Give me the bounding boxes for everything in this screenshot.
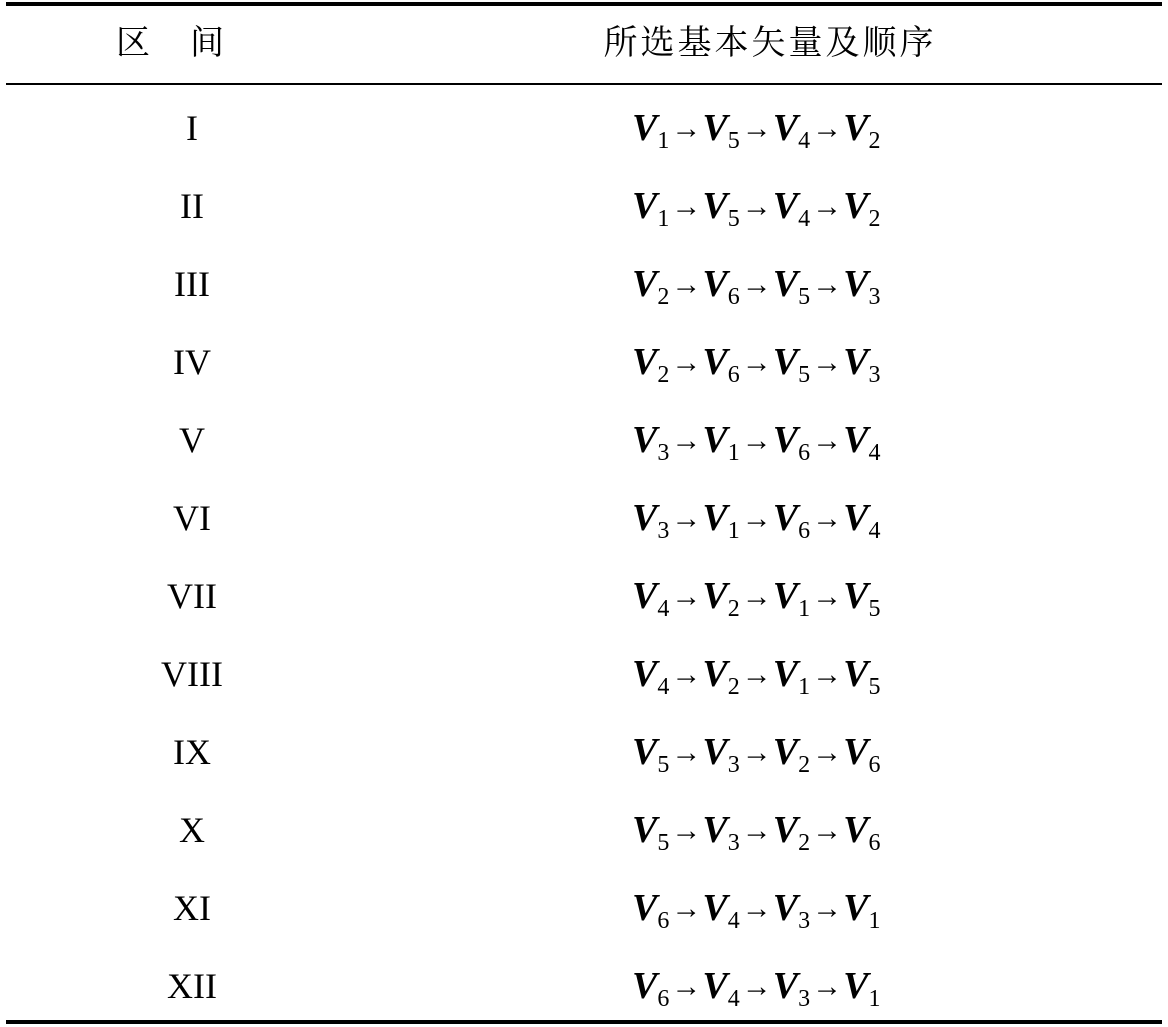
vector-subscript: 4 xyxy=(868,440,881,466)
vector-sequence-cell xyxy=(632,184,881,233)
vector-subscript: 2 xyxy=(657,362,670,388)
vector-subscript: 3 xyxy=(868,284,881,310)
table-row xyxy=(0,324,1168,402)
arrow-icon: → xyxy=(741,970,772,1003)
vector-symbol: V xyxy=(632,575,658,617)
arrow-icon: → xyxy=(671,580,702,613)
vector-sequence-cell xyxy=(632,730,881,779)
table-row xyxy=(0,714,1168,792)
vector-symbol: V xyxy=(632,107,658,149)
vector-symbol: V xyxy=(632,185,658,227)
vector-subscript: 2 xyxy=(868,206,881,232)
arrow-icon: → xyxy=(741,658,772,691)
vector-subscript: 6 xyxy=(868,830,881,856)
vector-symbol: V xyxy=(772,263,799,305)
vector-sequence-cell xyxy=(632,574,881,623)
vector-subscript: 4 xyxy=(798,206,811,232)
vector-symbol: V xyxy=(632,887,658,929)
vector-symbol: V xyxy=(843,809,869,851)
vector-subscript: 1 xyxy=(868,908,881,934)
vector-symbol: V xyxy=(772,341,799,383)
header-vector-sequence: 所选基本矢量及顺序 xyxy=(603,25,937,62)
interval-cell: VII xyxy=(167,576,217,616)
vector-symbol: V xyxy=(843,263,869,305)
vector-symbol: V xyxy=(843,419,869,461)
vector-subscript: 1 xyxy=(727,518,740,544)
vector-subscript: 5 xyxy=(868,674,881,700)
vector-symbol: V xyxy=(772,965,799,1007)
arrow-icon: → xyxy=(741,736,772,769)
vector-sequence-cell xyxy=(632,496,881,545)
vector-symbol: V xyxy=(772,809,799,851)
arrow-icon: → xyxy=(812,112,843,145)
vector-subscript: 4 xyxy=(798,128,811,154)
interval-cell: X xyxy=(179,810,205,850)
arrow-icon: → xyxy=(812,346,843,379)
vector-sequence-cell xyxy=(632,886,881,935)
vector-subscript: 1 xyxy=(868,986,881,1012)
interval-cell: IX xyxy=(173,732,211,772)
vector-symbol: V xyxy=(702,263,728,305)
arrow-icon: → xyxy=(812,502,843,535)
arrow-icon: → xyxy=(812,658,843,691)
vector-symbol: V xyxy=(702,419,728,461)
vector-subscript: 6 xyxy=(798,518,811,544)
vector-subscript: 4 xyxy=(727,986,740,1012)
vector-subscript: 2 xyxy=(727,596,740,622)
table-row xyxy=(0,792,1168,870)
vector-subscript: 5 xyxy=(727,206,740,232)
vector-symbol: V xyxy=(632,653,658,695)
vector-symbol: V xyxy=(632,965,658,1007)
vector-symbol: V xyxy=(772,419,799,461)
vector-sequence-cell xyxy=(632,652,881,701)
table-row xyxy=(0,90,1168,168)
vector-symbol: V xyxy=(772,887,799,929)
arrow-icon: → xyxy=(671,814,702,847)
vector-symbol: V xyxy=(632,419,658,461)
vector-symbol: V xyxy=(632,497,658,539)
table-row xyxy=(0,636,1168,714)
arrow-icon: → xyxy=(671,346,702,379)
vector-symbol: V xyxy=(632,263,658,305)
vector-symbol: V xyxy=(772,497,799,539)
arrow-icon: → xyxy=(671,112,702,145)
interval-cell: III xyxy=(174,264,210,304)
vector-subscript: 3 xyxy=(798,908,811,934)
vector-symbol: V xyxy=(702,341,728,383)
vector-sequence-cell xyxy=(632,262,881,311)
arrow-icon: → xyxy=(741,424,772,457)
arrow-icon: → xyxy=(741,190,772,223)
arrow-icon: → xyxy=(671,424,702,457)
vector-subscript: 5 xyxy=(868,596,881,622)
table-header xyxy=(0,0,1168,84)
vector-subscript: 5 xyxy=(727,128,740,154)
vector-sequence-cell xyxy=(632,808,881,857)
vector-symbol: V xyxy=(702,575,728,617)
vector-subscript: 5 xyxy=(798,284,811,310)
vector-subscript: 1 xyxy=(657,206,670,232)
arrow-icon: → xyxy=(671,658,702,691)
vector-subscript: 4 xyxy=(657,674,670,700)
interval-cell: I xyxy=(186,108,198,148)
table-body xyxy=(0,90,1168,1026)
vector-symbol: V xyxy=(702,185,728,227)
header-interval: 区间 xyxy=(116,25,264,62)
arrow-icon: → xyxy=(671,970,702,1003)
interval-cell: XII xyxy=(167,966,217,1006)
vector-subscript: 6 xyxy=(868,752,881,778)
vector-sequence-cell xyxy=(632,340,881,389)
table-row xyxy=(0,558,1168,636)
vector-subscript: 1 xyxy=(798,596,811,622)
vector-subscript: 6 xyxy=(657,908,670,934)
vector-symbol: V xyxy=(702,965,728,1007)
vector-subscript: 4 xyxy=(657,596,670,622)
vector-subscript: 3 xyxy=(798,986,811,1012)
vector-symbol: V xyxy=(702,107,728,149)
table-row xyxy=(0,948,1168,1026)
vector-subscript: 5 xyxy=(798,362,811,388)
vector-symbol: V xyxy=(843,731,869,773)
vector-sequence-cell xyxy=(632,964,881,1013)
vector-symbol: V xyxy=(702,497,728,539)
arrow-icon: → xyxy=(671,892,702,925)
vector-symbol: V xyxy=(772,185,799,227)
arrow-icon: → xyxy=(671,190,702,223)
vector-subscript: 2 xyxy=(798,830,811,856)
vector-symbol: V xyxy=(843,653,869,695)
arrow-icon: → xyxy=(741,346,772,379)
vector-subscript: 1 xyxy=(798,674,811,700)
arrow-icon: → xyxy=(741,892,772,925)
interval-cell: IV xyxy=(173,342,211,382)
vector-subscript: 6 xyxy=(798,440,811,466)
vector-symbol: V xyxy=(632,731,658,773)
vector-symbol: V xyxy=(702,731,728,773)
arrow-icon: → xyxy=(812,190,843,223)
vector-subscript: 5 xyxy=(657,830,670,856)
table-row xyxy=(0,402,1168,480)
vector-subscript: 1 xyxy=(657,128,670,154)
table-row xyxy=(0,246,1168,324)
arrow-icon: → xyxy=(812,970,843,1003)
arrow-icon: → xyxy=(812,892,843,925)
arrow-icon: → xyxy=(741,268,772,301)
vector-subscript: 5 xyxy=(657,752,670,778)
vector-symbol: V xyxy=(772,575,799,617)
vector-subscript: 2 xyxy=(868,128,881,154)
arrow-icon: → xyxy=(741,580,772,613)
vector-subscript: 2 xyxy=(657,284,670,310)
vector-sequence-cell xyxy=(632,106,881,155)
vector-subscript: 6 xyxy=(727,284,740,310)
vector-symbol: V xyxy=(843,107,869,149)
vector-subscript: 3 xyxy=(727,830,740,856)
vector-subscript: 4 xyxy=(727,908,740,934)
table-row xyxy=(0,480,1168,558)
vector-sequence-cell xyxy=(632,418,881,467)
vector-subscript: 6 xyxy=(727,362,740,388)
arrow-icon: → xyxy=(812,814,843,847)
vector-symbol: V xyxy=(843,575,869,617)
vector-symbol: V xyxy=(632,809,658,851)
interval-cell: XI xyxy=(173,888,211,928)
vector-symbol: V xyxy=(843,497,869,539)
interval-cell: VIII xyxy=(161,654,223,694)
vector-symbol: V xyxy=(632,341,658,383)
interval-cell: II xyxy=(180,186,204,226)
arrow-icon: → xyxy=(812,424,843,457)
table-bottom-rule xyxy=(6,1020,1162,1024)
vector-symbol: V xyxy=(702,887,728,929)
vector-symbol: V xyxy=(843,341,869,383)
arrow-icon: → xyxy=(671,502,702,535)
vector-symbol: V xyxy=(702,653,728,695)
vector-symbol: V xyxy=(772,653,799,695)
arrow-icon: → xyxy=(741,814,772,847)
vector-symbol: V xyxy=(843,965,869,1007)
arrow-icon: → xyxy=(812,736,843,769)
vector-subscript: 1 xyxy=(727,440,740,466)
arrow-icon: → xyxy=(741,502,772,535)
vector-subscript: 2 xyxy=(727,674,740,700)
table-row xyxy=(0,168,1168,246)
arrow-icon: → xyxy=(812,580,843,613)
vector-subscript: 3 xyxy=(727,752,740,778)
arrow-icon: → xyxy=(671,268,702,301)
vector-symbol: V xyxy=(772,731,799,773)
arrow-icon: → xyxy=(671,736,702,769)
vector-subscript: 2 xyxy=(798,752,811,778)
vector-symbol: V xyxy=(843,185,869,227)
interval-cell: VI xyxy=(173,498,211,538)
vector-symbol: V xyxy=(772,107,799,149)
vector-subscript: 6 xyxy=(657,986,670,1012)
arrow-icon: → xyxy=(812,268,843,301)
vector-symbol: V xyxy=(843,887,869,929)
table-row xyxy=(0,870,1168,948)
vector-subscript: 4 xyxy=(868,518,881,544)
vector-subscript: 3 xyxy=(657,518,670,544)
interval-cell: V xyxy=(179,420,205,460)
arrow-icon: → xyxy=(741,112,772,145)
vector-subscript: 3 xyxy=(868,362,881,388)
vector-subscript: 3 xyxy=(657,440,670,466)
table-header-rule xyxy=(6,83,1162,85)
vector-symbol: V xyxy=(702,809,728,851)
